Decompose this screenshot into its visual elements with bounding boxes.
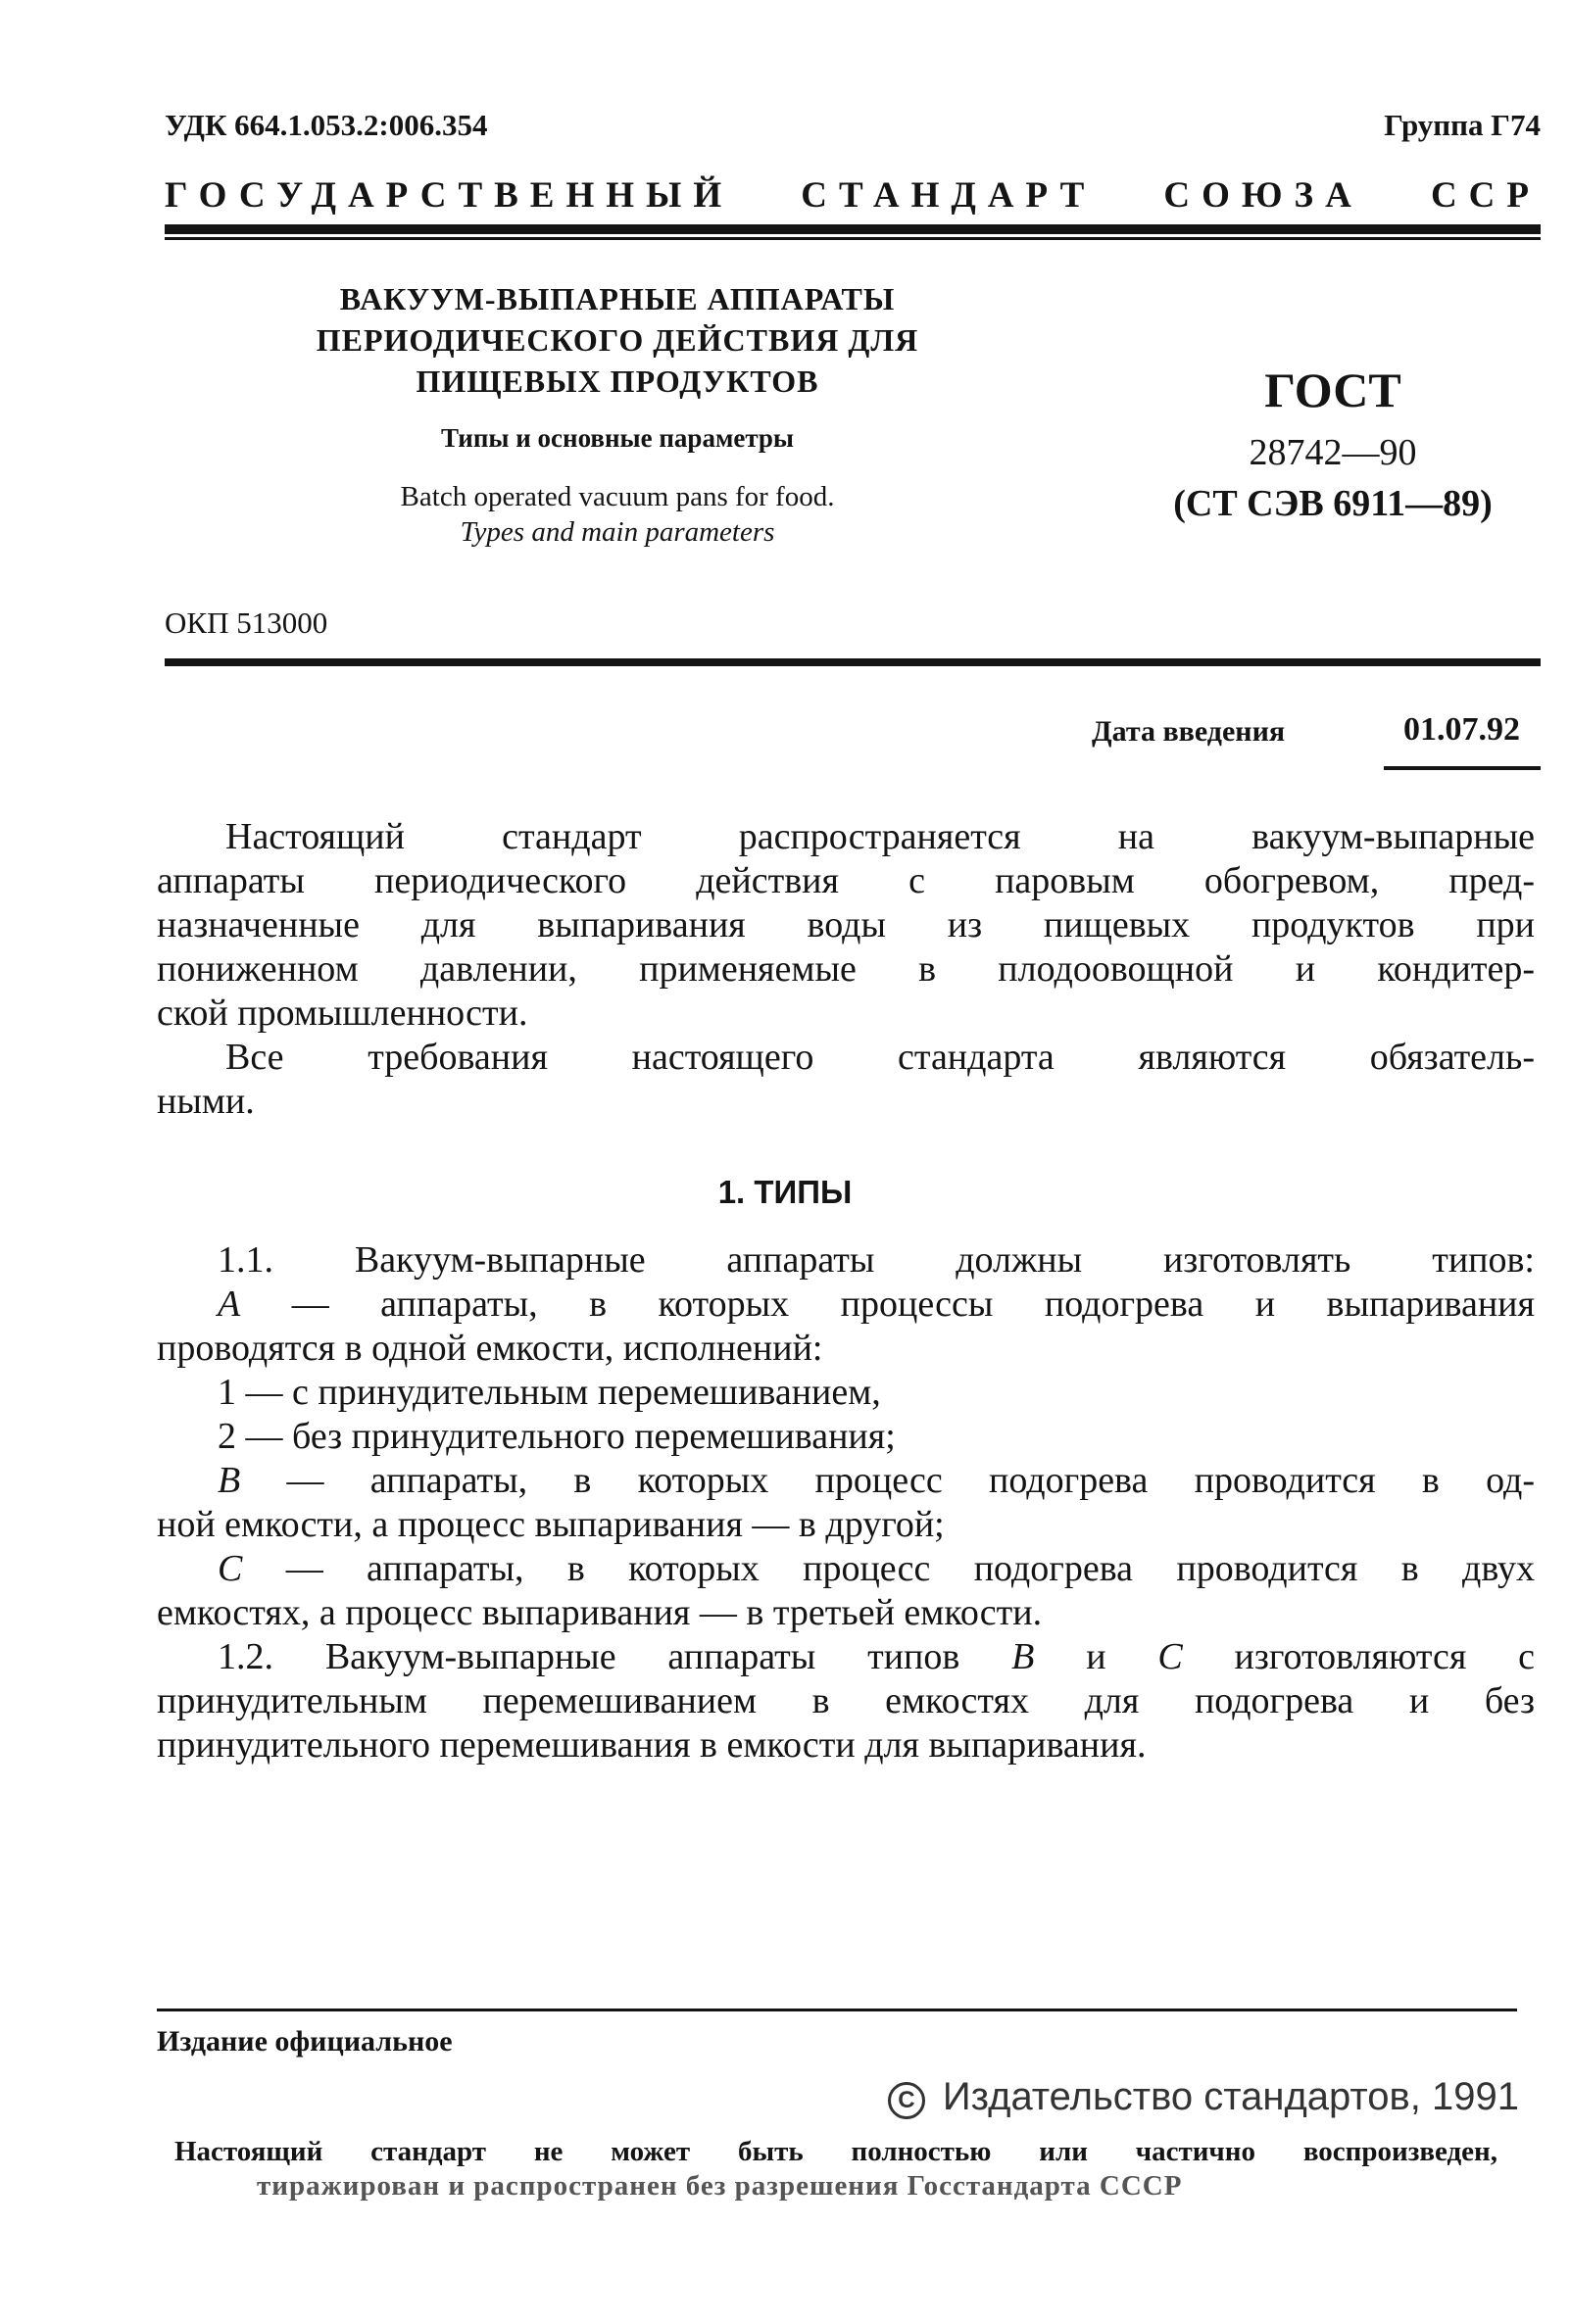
intro-line-5: ской промышленности. <box>157 993 528 1034</box>
requirement-line-1: Все требования настоящего стандарта являются обязатель- <box>225 1037 1535 1078</box>
title-line-2: ПЕРИОДИЧЕСКОГО ДЕЙСТВИЯ ДЛЯ <box>316 322 919 358</box>
subtitle: Типы и основные параметры <box>440 423 795 453</box>
type-a-line-2: проводятся в одной емкости, исполнений: <box>157 1328 823 1369</box>
date-label: Дата введения <box>1092 715 1286 748</box>
intro-line-2: аппараты периодического действия с паровым обогревом, пред- <box>157 860 1535 901</box>
title-block <box>284 278 951 550</box>
type-c-line-1 <box>218 1547 1535 1591</box>
title-line-3: ПИЩЕВЫХ ПРОДУКТОВ <box>416 363 819 399</box>
copyright-icon: C <box>888 2082 925 2119</box>
section-heading: 1. ТИПЫ <box>717 1174 853 1210</box>
clause-1-2-type-b: В <box>1011 1636 1035 1677</box>
st-sev-number: (СТ СЭВ 6911—89) <box>1173 483 1493 524</box>
clause-1-2-and: и <box>1034 1636 1158 1677</box>
gost-number: 28742—90 <box>1249 432 1417 473</box>
copyright-line <box>888 2075 1519 2119</box>
clause-1-2-line-1 <box>218 1635 1535 1679</box>
clause-1-1: 1.1. Вакуум-выпарные аппараты должны изготовлять типов: <box>218 1239 1535 1281</box>
type-a-text: — аппараты, в которых процессы подогрева и выпаривания <box>240 1283 1535 1325</box>
type-c-text: — аппараты, в которых процесс подогрева проводится в двух <box>242 1548 1535 1589</box>
type-c-letter: С <box>218 1548 243 1589</box>
clause-1-2-type-c: С <box>1157 1636 1183 1677</box>
header-rule <box>165 224 1541 234</box>
type-b-line-2: ной емкости, а процесс выпаривания — в другой; <box>157 1504 945 1545</box>
intro-line-1: Настоящий стандарт распространяется на вакуум-выпарные <box>225 816 1535 857</box>
title-rule <box>165 658 1541 666</box>
type-b-line-1 <box>218 1459 1535 1503</box>
gost-label: ГОСТ <box>1264 363 1401 417</box>
gost-block <box>1098 361 1568 525</box>
title-line-1: ВАКУУМ-ВЫПАРНЫЕ АППАРАТЫ <box>339 281 896 316</box>
notice-line-2: тиражирован и распространен без разрешения Госстандарта СССР <box>257 2170 1183 2202</box>
clause-1-2-start: 1.2. Вакуум-выпарные аппараты типов <box>218 1636 1012 1677</box>
copyright-text: Издательство стандартов, 1991 <box>942 2075 1519 2118</box>
clause-1-2-end: изготовляются с <box>1182 1636 1535 1677</box>
english-title-line-2: Types and main parameters <box>460 516 775 548</box>
intro-line-3: назначенные для выпаривания воды из пищевых продуктов при <box>157 904 1535 945</box>
clause-1-2-line-3: принудительного перемешивания в емкости для выпаривания. <box>157 1724 1147 1766</box>
okp-code: ОКП 513000 <box>165 605 328 640</box>
state-standard-heading: ГОСУДАРСТВЕННЫЙ СТАНДАРТ СОЮЗА ССР <box>165 175 1541 216</box>
date-underline <box>1384 766 1541 770</box>
edition-label: Издание официальное <box>157 2025 453 2058</box>
header-rule-thin <box>165 237 1541 240</box>
udk-code: УДК 664.1.053.2:006.354 <box>165 108 488 142</box>
clause-1-2-line-2: принудительным перемешиванием в емкостях для подогрева и без <box>157 1680 1535 1721</box>
type-a-line-1 <box>218 1283 1535 1327</box>
requirement-line-2: ными. <box>157 1081 255 1122</box>
execution-1: 1 — с принудительным перемешиванием, <box>218 1372 881 1413</box>
group-code: Группа Г74 <box>1384 108 1541 142</box>
english-title-line-1: Batch operated vacuum pans for food. <box>400 481 835 512</box>
type-b-text: — аппараты, в которых процесс подогрева проводится в од- <box>240 1460 1535 1501</box>
date-value: 01.07.92 <box>1403 711 1520 748</box>
execution-2: 2 — без принудительного перемешивания; <box>218 1416 896 1457</box>
type-a-letter: А <box>218 1283 241 1325</box>
type-c-line-2: емкостях, а процесс выпаривания — в третьей емкости. <box>157 1592 1043 1633</box>
footer-rule <box>157 2009 1517 2011</box>
notice-line-1: Настоящий стандарт не может быть полностью или частично воспроизведен, <box>174 2136 1497 2167</box>
intro-line-4: пониженном давлении, применяемые в плодоовощной и кондитер- <box>157 948 1535 990</box>
type-b-letter: В <box>218 1460 241 1501</box>
